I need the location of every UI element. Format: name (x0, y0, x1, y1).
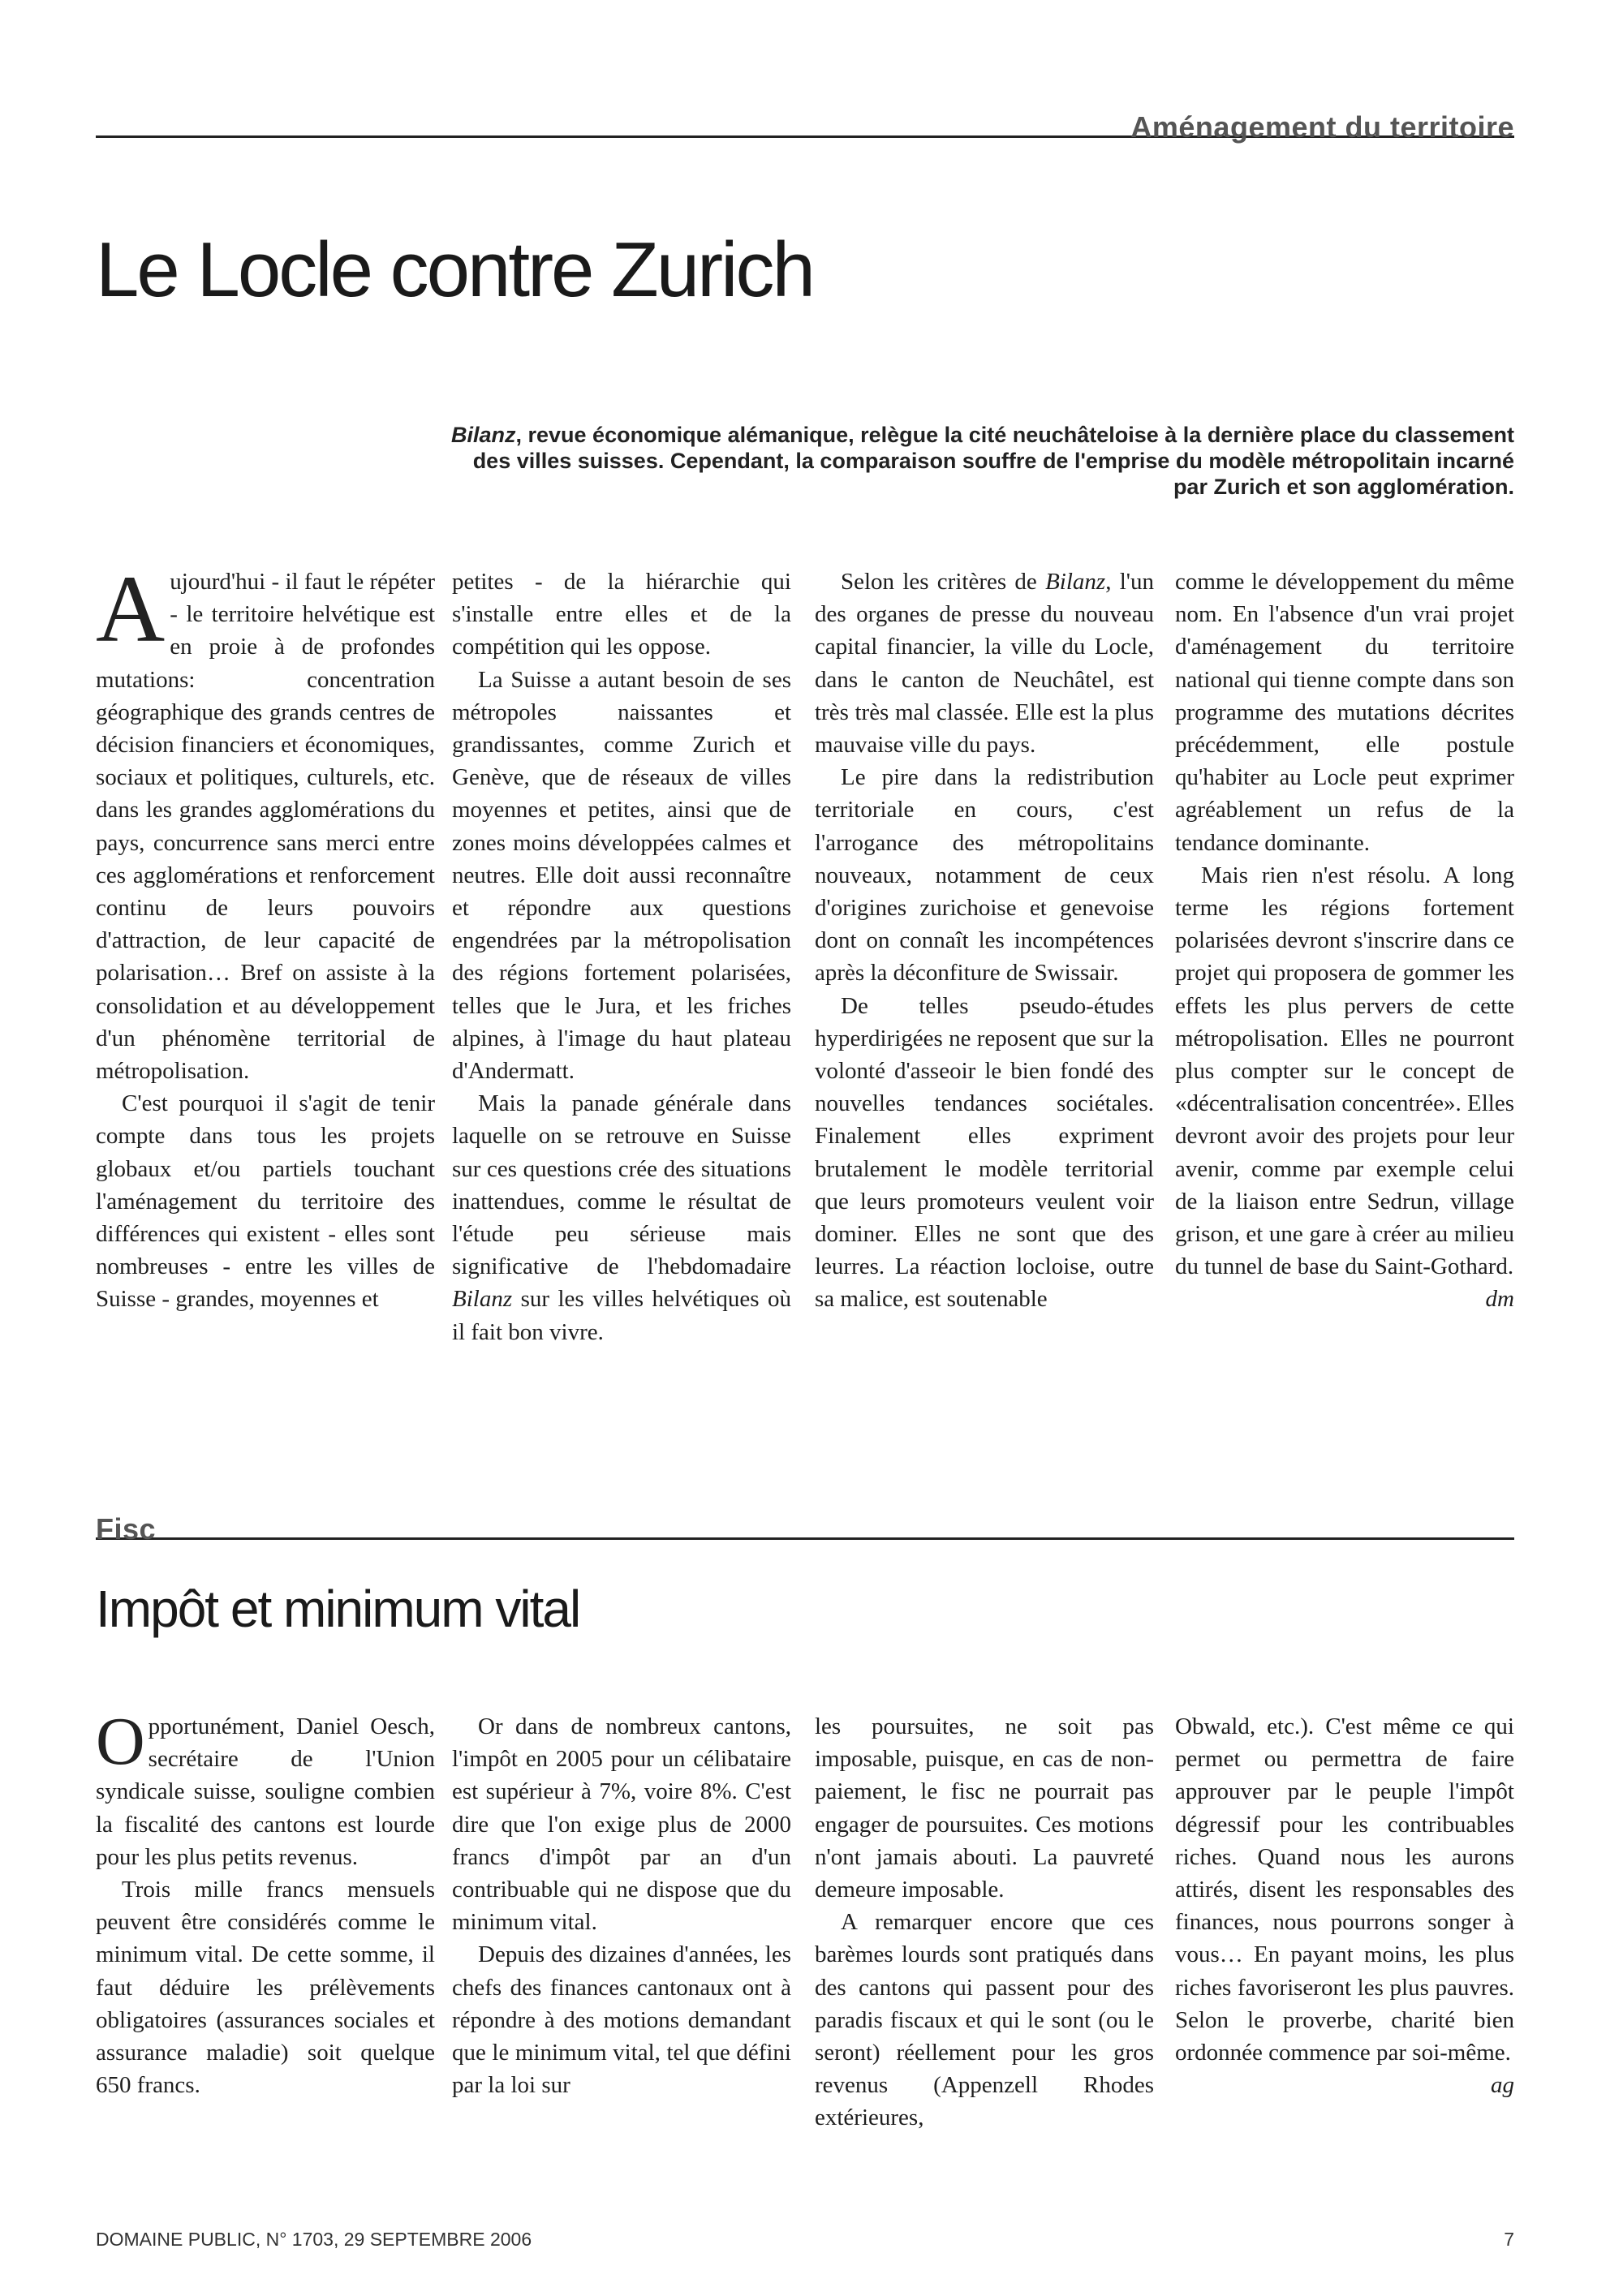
paragraph (96, 556, 435, 1087)
paragraph: les poursuites, ne soit pas imposable, puisque, en cas de non-paiement, le fisc ne pourrait pas engager de poursuites. Ces motions n'ont jamais abouti. La pauvreté demeure imposable. (815, 1713, 1154, 1903)
paragraph-text: pportunément, Daniel Oesch, secrétaire de l'Union syndicale suisse, souligne combien la fiscalité des cantons est lourde pour les plus petits revenus. (96, 1713, 435, 1870)
article-column-2 (452, 565, 791, 1348)
drop-cap: O (96, 1704, 145, 1779)
paragraph: comme le développement du même nom. En l'absence d'un vrai projet d'aménagement du territoire national qui tienne compte dans son programme des mutations décrites précédemment, elle postule qu'habiter au Locle peut exprimer agréablement un refus de la tendance dominante. (1175, 569, 1514, 856)
paragraph: C'est pourquoi il s'agit de tenir compte dans tous les projets globaux et/ou partiels touchant l'aménagement du territoire des différences qui existent - elles sont nombreuses - entre les villes de Suisse - grandes, moyennes et (96, 1090, 435, 1313)
paragraph: petites - de la hiérarchie qui s'installe entre elles et de la compétition qui les oppose. (452, 569, 791, 660)
paragraph: Depuis des dizaines d'années, les chefs des finances cantonaux ont à répondre à des motions demandant que le minimum vital, tel que défini par la loi sur (452, 1941, 791, 2099)
paragraph (1175, 859, 1514, 1313)
paragraph (1175, 1710, 1514, 2099)
section-header-rule (96, 110, 1514, 144)
author-signature: ag (1491, 2072, 1514, 2099)
paragraph: Trois mille francs mensuels peuvent être considérés comme le minimum vital. De cette somme, il faut déduire les prélèvements obligatoires (assurances sociales et assurance maladie) soit quelque 650 francs. (96, 1877, 435, 2099)
article-title: Le Locle contre Zurich (96, 226, 813, 313)
author-signature: dm (1485, 1286, 1514, 1313)
page-number: 7 (1504, 2229, 1514, 2250)
paragraph: La Suisse a autant besoin de ses métropoles naissantes et grandissantes, comme Zurich et Genève, que de réseaux de villes moyennes et petites, ainsi que de zones moins développées calmes et neutres. Elle doit aussi reconnaître et répondre aux questions engendrées par la métropolisation des régions fortement polarisées, telles que le Jura, et les friches alpines, à l'image du haut plateau d'Andermatt. (452, 666, 791, 1085)
paragraph-text: Mais rien n'est résolu. A long terme les régions fortement polarisées devront s'inscrire dans ce projet qui proposera de gommer les effets les plus pervers de cette métropolisation. Elles ne pourront plus compter sur le concept de «décentralisation concentrée». Elles devront avoir des projets pour leur avenir, comme par exemple celui de la liaison entre Sedrun, village grison, et une gare à créer au milieu du tunnel de base du Saint-Gothard. (1175, 862, 1514, 1280)
paragraph: A remarquer encore que ces barèmes lourds sont pratiqués dans des cantons qui passent pour des paradis fiscaux et qui le sont (ou le seront) réellement pour les gros revenus (Appenzell Rhodes extérieures, (815, 1909, 1154, 2131)
publication-name: Bilanz (452, 1286, 513, 1313)
paragraph-text: Selon les critères de (841, 569, 1046, 595)
article-column-3 (815, 1710, 1154, 2135)
lead-publication-name: Bilanz (450, 423, 516, 447)
paragraph-text: Obwald, etc.). C'est même ce qui permet ou permettra de faire approuver par le peuple l'impôt dégressif pour les contribuables riches. Quand nous les aurons attirés, disent les responsables des finances, nous pourrons songer à vous… En payant moins, les plus riches favoriseront les plus pauvres. Selon le proverbe, charité bien ordonnée commence par soi-même. (1175, 1713, 1514, 2066)
article-column-1 (96, 1704, 435, 2101)
page-footer (96, 2229, 1514, 2251)
paragraph-text: Mais la panade générale dans laquelle on se retrouve en Suisse sur ces questions crée des situations inattendues, comme le résultat de l'étude peu sérieuse mais significative de l'hebdomadaire (452, 1090, 791, 1280)
paragraph (452, 1087, 791, 1348)
drop-cap: A (96, 556, 166, 662)
issue-info: DOMAINE PUBLIC, N° 1703, 29 SEPTEMBRE 2006 (96, 2229, 532, 2250)
publication-name: Bilanz (1045, 569, 1106, 595)
article-column-4 (1175, 565, 1514, 1316)
paragraph (96, 1704, 435, 1873)
lead-text: , revue économique alémanique, relègue la cité neuchâteloise à la dernière place du classement des villes suisses. Cependant, la comparaison souffre de l'emprise du modèle métropolitain incarné par Zurich et son agglomération. (472, 423, 1514, 499)
article-column-2 (452, 1710, 791, 2101)
paragraph: Le pire dans la redistribution territoriale en cours, c'est l'arrogance des métropolitains nouveaux, notamment de ceux d'origines zurichoise et genevoise dont on connaît les incompétences après la déconfiture de Swissair. (815, 764, 1154, 987)
article-column-4 (1175, 1710, 1514, 2101)
section-label: Aménagement du territoire (1130, 110, 1514, 144)
section-header-rule (96, 1512, 1514, 1546)
paragraph-text: sur les villes helvétiques où il fait bon vivre. (452, 1286, 791, 1345)
section-label: Fisc (96, 1512, 157, 1546)
paragraph (815, 565, 1154, 761)
paragraph-text: , l'un des organes de presse du nouveau capital financier, la ville du Locle, dans le canton de Neuchâtel, est très très mal classée. Elle est la plus mauvaise ville du pays. (815, 569, 1154, 759)
paragraph-text: ujourd'hui - il faut le répéter - le territoire helvétique est en proie à de profondes mutations: concentration géographique des grands centres de décision financiers et économiques, sociaux et politiques, culturels, etc. dans les grandes agglomérations du pays, concurrence sans merci entre ces agglomérations et renforcement continu de leurs pouvoirs d'attraction, de leur capacité de polarisation… Bref on assiste à la consolidation et au développement d'un phénomène territorial de métropolisation. (96, 569, 435, 1085)
article-title: Impôt et minimum vital (96, 1580, 580, 1638)
article-column-3 (815, 565, 1154, 1316)
article-column-1 (96, 556, 435, 1316)
paragraph: De telles pseudo-études hyperdirigées ne reposent que sur la volonté d'asseoir le bien fondé des nouvelles tendances sociétales. Finalement elles expriment brutalement le modèle territorial que leurs promoteurs veulent voir dominer. Elles ne sont que des leurres. La réaction locloise, outre sa malice, est soutenable (815, 992, 1154, 1313)
paragraph: Or dans de nombreux cantons, l'impôt en 2005 pour un célibataire est supérieur à 7%, voire 8%. C'est dire que l'on exige plus de 2000 francs d'impôt par an d'un contribuable qui ne dispose que du minimum vital. (452, 1713, 791, 1936)
article-lead (438, 422, 1514, 500)
